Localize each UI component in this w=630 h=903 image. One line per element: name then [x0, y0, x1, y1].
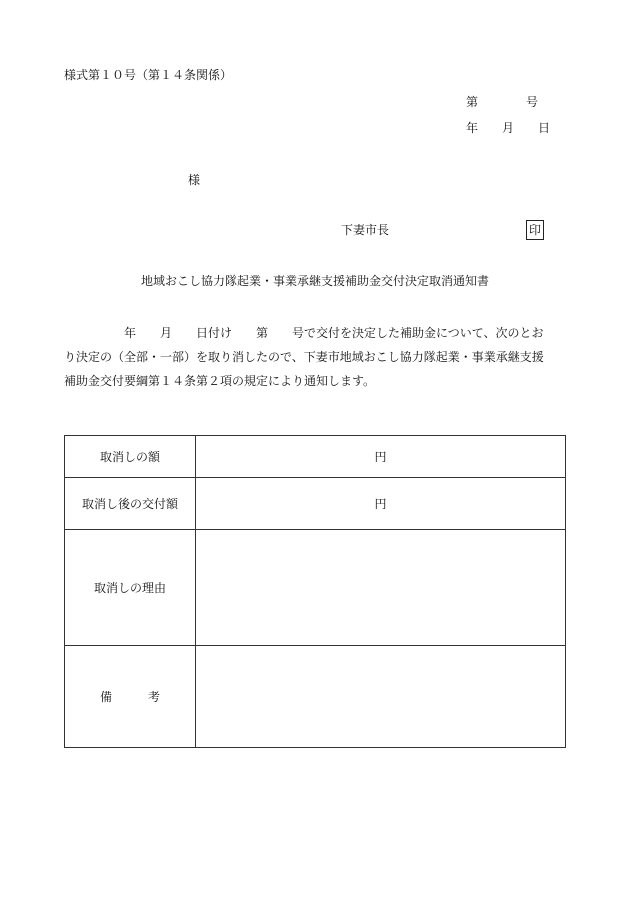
body-line: 補助金交付要綱第１４条第２項の規定により通知します。 — [64, 374, 376, 388]
issuer-title: 下妻市長 — [341, 223, 390, 237]
date-line: 年 月 日 — [466, 121, 551, 135]
form-label: 様式第１０号（第１４条関係） — [64, 68, 233, 82]
body-paragraph — [64, 321, 569, 393]
details-table — [64, 435, 566, 748]
body-line: り決定の（全部・一部）を取り消したので、下妻市地域おこし協力隊起業・事業承継支援 — [64, 350, 544, 364]
cancel-reason-value — [196, 530, 566, 646]
seal-mark: 印 — [526, 220, 544, 240]
remarks-value — [196, 646, 566, 748]
document-title: 地域おこし協力隊起業・事業承継支援補助金交付決定取消通知書 — [140, 274, 489, 288]
granted-after-cancel-value: 円 — [196, 478, 566, 530]
addressee-suffix: 様 — [188, 173, 201, 187]
granted-after-cancel-label: 取消し後の交付額 — [65, 478, 196, 530]
table-row — [65, 436, 566, 478]
document-number-line: 第 号 — [466, 95, 539, 109]
cancel-reason-label: 取消しの理由 — [65, 530, 196, 646]
table-row — [65, 478, 566, 530]
cancel-amount-label: 取消しの額 — [65, 436, 196, 478]
table-row — [65, 646, 566, 748]
remarks-label: 備 考 — [65, 646, 196, 748]
cancel-amount-value: 円 — [196, 436, 566, 478]
body-line: 年 月 日付け 第 号で交付を決定した補助金について、次のとお — [64, 326, 544, 340]
table-row — [65, 530, 566, 646]
